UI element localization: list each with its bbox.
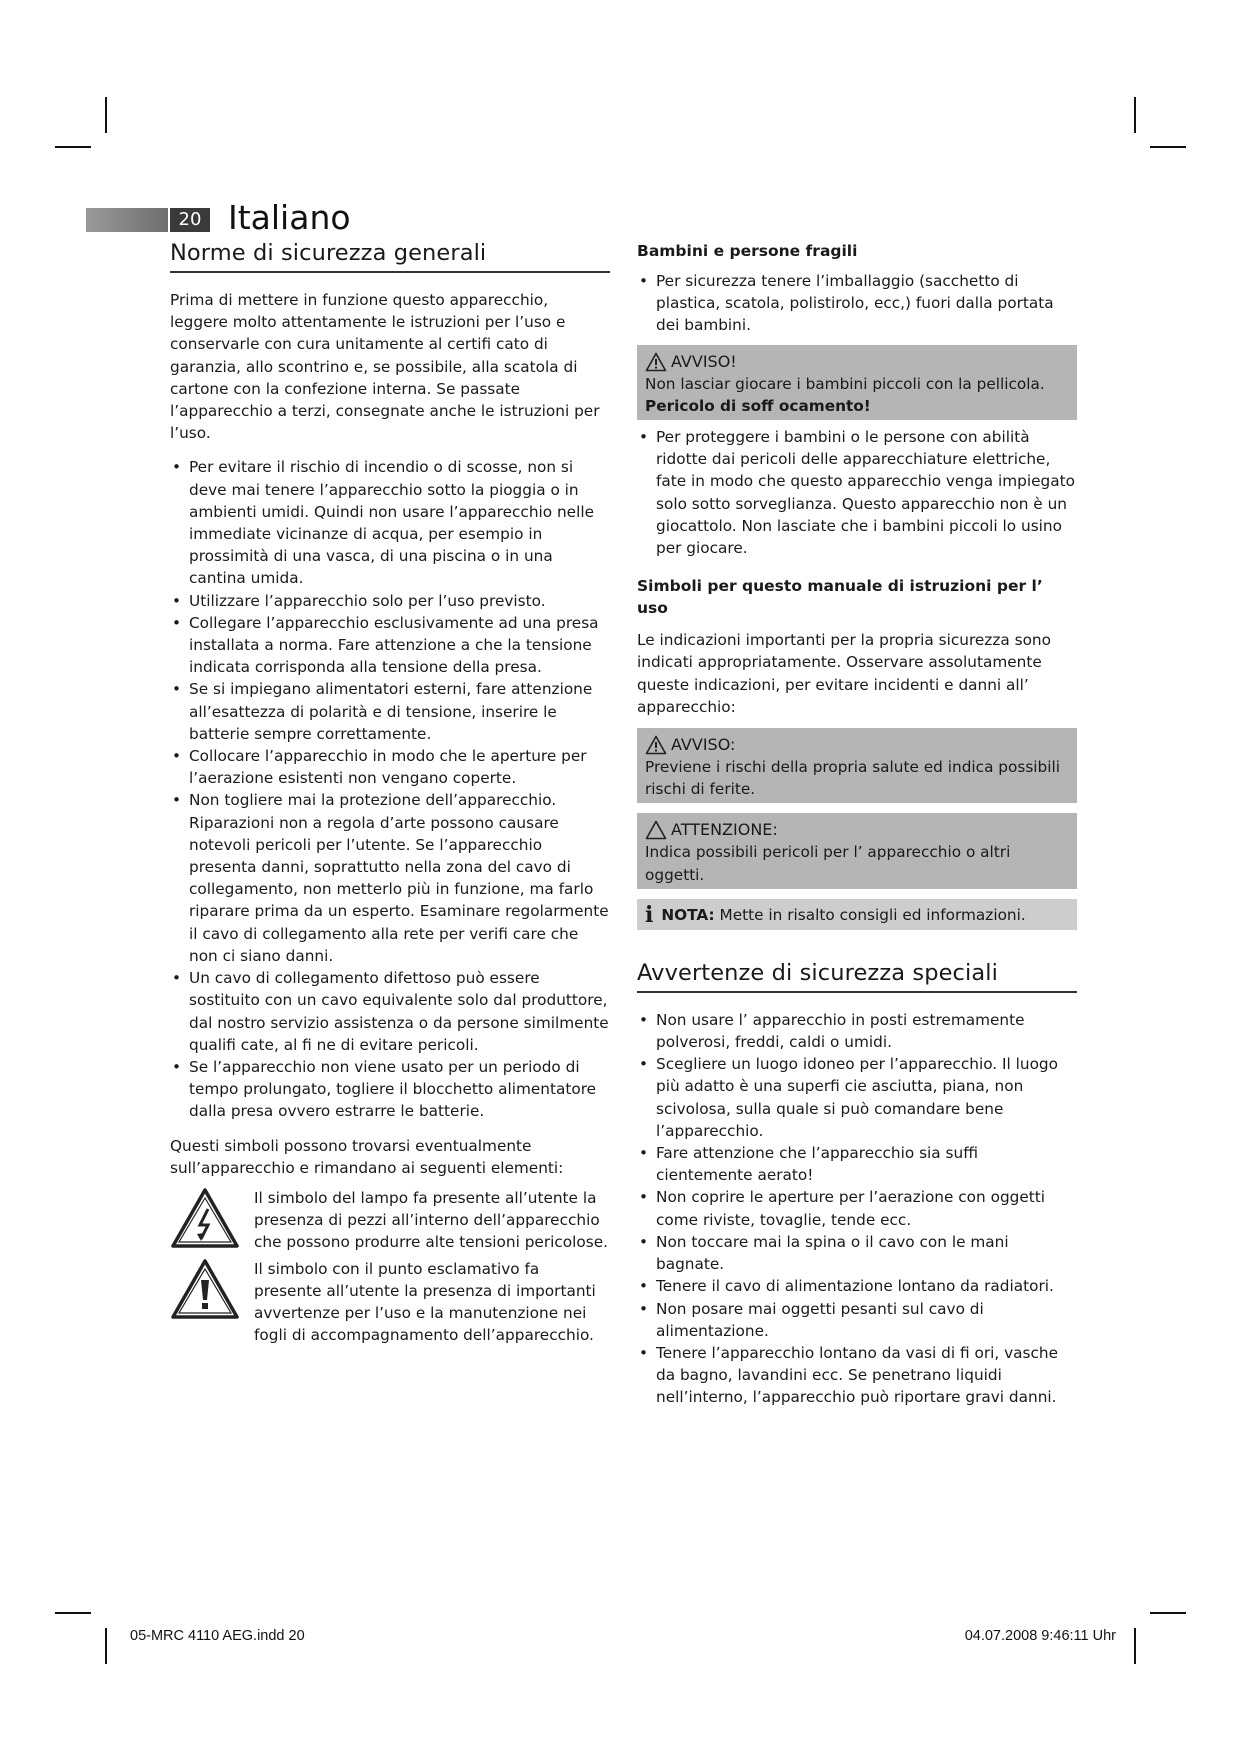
- info-icon: i: [645, 901, 654, 928]
- attenzione-label: ATTENZIONE:: [671, 820, 778, 840]
- footer-datetime: 04.07.2008 9:46:11 Uhr: [964, 1628, 1116, 1644]
- nota-text: Mette in risalto consigli ed informazioni.: [719, 905, 1026, 924]
- crop-mark: [1150, 1612, 1186, 1614]
- children-list-2: [637, 426, 1077, 559]
- nota-box: [637, 899, 1077, 930]
- warning-box-suffocation: [637, 345, 1077, 420]
- list-item: • Collegare l’apparecchio esclusivamente ad una presa installata a norma. Fare attenzione a che la tensione indicata corrisponda alla tensione della presa.: [172, 613, 599, 677]
- list-item: • Fare attenzione che l’apparecchio sia suffi cientemente aerato!: [639, 1144, 978, 1185]
- manual-symbols-title: Simboli per questo manuale di istruzioni per l’ uso: [637, 577, 1043, 618]
- list-item: • Un cavo di collegamento difettoso può essere sostituito con un cavo equivalente solo dal produttore, dal nostro servizio assistenza o da persone similmente qualifi cate, al fi ne di evitare pericoli.: [172, 969, 609, 1054]
- nota-label: NOTA:: [661, 905, 715, 924]
- list-item: • Per proteggere i bambini o le persone con abilità ridotte dai pericoli delle apparecchiature elettriche, fate in modo che questo apparecchio venga impiegato solo sotto sorveglianza. Questo apparecchio non è un giocattolo. Non lasciate che i bambini piccoli lo usino per giocare.: [639, 428, 1075, 558]
- symbols-intro: Questi simboli possono trovarsi eventualmente sull’apparecchio e rimandano ai seguenti elementi:: [170, 1136, 564, 1177]
- warning-emphasis: Pericolo di soff ocamento!: [645, 396, 871, 415]
- lightning-symbol-row: [170, 1187, 610, 1254]
- list-item: • Per sicurezza tenere l’imballaggio (sacchetto di plastica, scatola, polistirolo, ecc,) fuori dalla portata dei bambini.: [639, 272, 1054, 335]
- warning-triangle-icon: [645, 735, 667, 755]
- attenzione-text: Indica possibili pericoli per l’ apparecchio o altri oggetti.: [645, 843, 1011, 884]
- crop-mark: [105, 97, 107, 133]
- list-item: • Collocare l’apparecchio in modo che le aperture per l’aerazione esistenti non vengano coperte.: [172, 747, 587, 788]
- list-item: • Tenere l’apparecchio lontano da vasi di fi ori, vasche da bagno, lavandini ecc. Se penetrano liquidi nell’interno, l’apparecchio può riportare gravi danni.: [639, 1343, 1059, 1407]
- children-section-title: Bambini e persone fragili: [637, 242, 858, 260]
- general-safety-list: [170, 456, 610, 1122]
- list-item: • Scegliere un luogo idoneo per l’apparecchio. Il luogo più adatto è una superfi cie asciutta, piana, non scivolosa, sulla quale si può comandare bene l’apparecchio.: [639, 1055, 1059, 1140]
- warning-triangle-icon: [645, 352, 667, 372]
- list-item: • Non posare mai oggetti pesanti sul cavo di alimentazione.: [639, 1299, 984, 1340]
- crop-mark: [105, 1628, 107, 1664]
- exclamation-warning-icon: [170, 1258, 240, 1320]
- avviso-text: Previene i rischi della propria salute ed indica possibili rischi di ferite.: [645, 758, 1061, 799]
- warning-text: Non lasciar giocare i bambini piccoli con la pellicola.: [645, 374, 1045, 393]
- list-item: • Non togliere mai la protezione dell’apparecchio. Riparazioni non a regola d’arte possono causare notevoli pericoli per l’utente. Se l’apparecchio presenta danni, soprattutto nella zona del cavo di collegamento, non metterlo più in funzione, ma farlo riparare prima da un esperto. Esaminare regolarmente il cavo di collegamento alla rete per verifi care che non ci siano danni.: [172, 791, 609, 965]
- right-column: [637, 240, 1077, 1409]
- exclamation-symbol-row: [170, 1258, 610, 1347]
- caution-triangle-icon: [645, 820, 667, 840]
- list-item: • Utilizzare l’apparecchio solo per l’uso previsto.: [172, 591, 546, 610]
- list-item: • Non usare l’ apparecchio in posti estremamente polverosi, freddi, caldi o umidi.: [639, 1010, 1025, 1052]
- lightning-warning-icon: [170, 1187, 240, 1249]
- list-item: • Non coprire le aperture per l’aerazione con oggetti come riviste, tovaglie, tende ecc.: [639, 1188, 1046, 1229]
- crop-mark: [55, 146, 91, 148]
- exclamation-symbol-text: Il simbolo con il punto esclamativo fa presente all’utente la presenza di importanti avvertenze per l’uso e la manutenzione nei fogli di accompagnamento dell’apparecchio.: [254, 1259, 596, 1345]
- avviso-label: AVVISO:: [671, 735, 736, 755]
- list-item: • Non toccare mai la spina o il cavo con le mani bagnate.: [639, 1232, 1009, 1274]
- list-item: • Tenere il cavo di alimentazione lontano da radiatori.: [639, 1277, 1054, 1296]
- crop-mark: [1134, 1628, 1136, 1664]
- crop-mark: [55, 1612, 91, 1614]
- list-item: • Per evitare il rischio di incendio o di scosse, non si deve mai tenere l’apparecchio sotto la pioggia o in ambienti umidi. Quindi non usare l’apparecchio nelle immediate vicinanze di acqua, per esempio in prossimità di una vasca, di una piscina o in una cantina umida.: [172, 458, 595, 588]
- lightning-symbol-text: Il simbolo del lampo fa presente all’utente la presenza di pezzi all’interno dell’apparecchio che possono produrre alte tensioni pericolose.: [254, 1188, 609, 1252]
- footer-file-name: 05-MRC 4110 AEG.indd 20: [130, 1628, 305, 1644]
- manual-symbols-text: Le indicazioni importanti per la propria sicurezza sono indicati appropriatamente. Osservare assolutamente queste indicazioni, per evitare incidenti e danni all’ apparecchio:: [637, 631, 1051, 716]
- header-bar: [86, 208, 168, 232]
- special-safety-list: [637, 1009, 1077, 1409]
- list-item: • Se si impiegano alimentatori esterni, fare attenzione all’esattezza di polarità e di tensione, inserire le batterie sempre correttamente.: [172, 680, 593, 743]
- crop-mark: [1134, 97, 1136, 133]
- crop-mark: [1150, 146, 1186, 148]
- section-title-general-safety: Norme di sicurezza generali: [170, 238, 610, 273]
- page-number: 20: [170, 208, 210, 232]
- attenzione-box: [637, 813, 1077, 888]
- list-item: • Se l’apparecchio non viene usato per un periodo di tempo prolungato, togliere il blocchetto alimentatore dalla presa ovvero estrarre le batterie.: [172, 1057, 597, 1121]
- avviso-box: [637, 728, 1077, 803]
- intro-paragraph: Prima di mettere in funzione questo apparecchio, leggere molto attentamente le istruzioni per l’uso e conservarle con cura unitamente al certifi cato di garanzia, allo scontrino e, se possibile, alla scatola di cartone con la confezione interna. Se passate l’apparecchio a terzi, consegnate anche le istruzioni per l’uso.: [170, 291, 600, 443]
- left-column: [170, 238, 610, 1346]
- warning-label: AVVISO!: [671, 351, 737, 371]
- children-list-1: [637, 270, 1077, 337]
- language-title: Italiano: [228, 198, 351, 237]
- section-title-special-safety: Avvertenze di sicurezza speciali: [637, 958, 1077, 993]
